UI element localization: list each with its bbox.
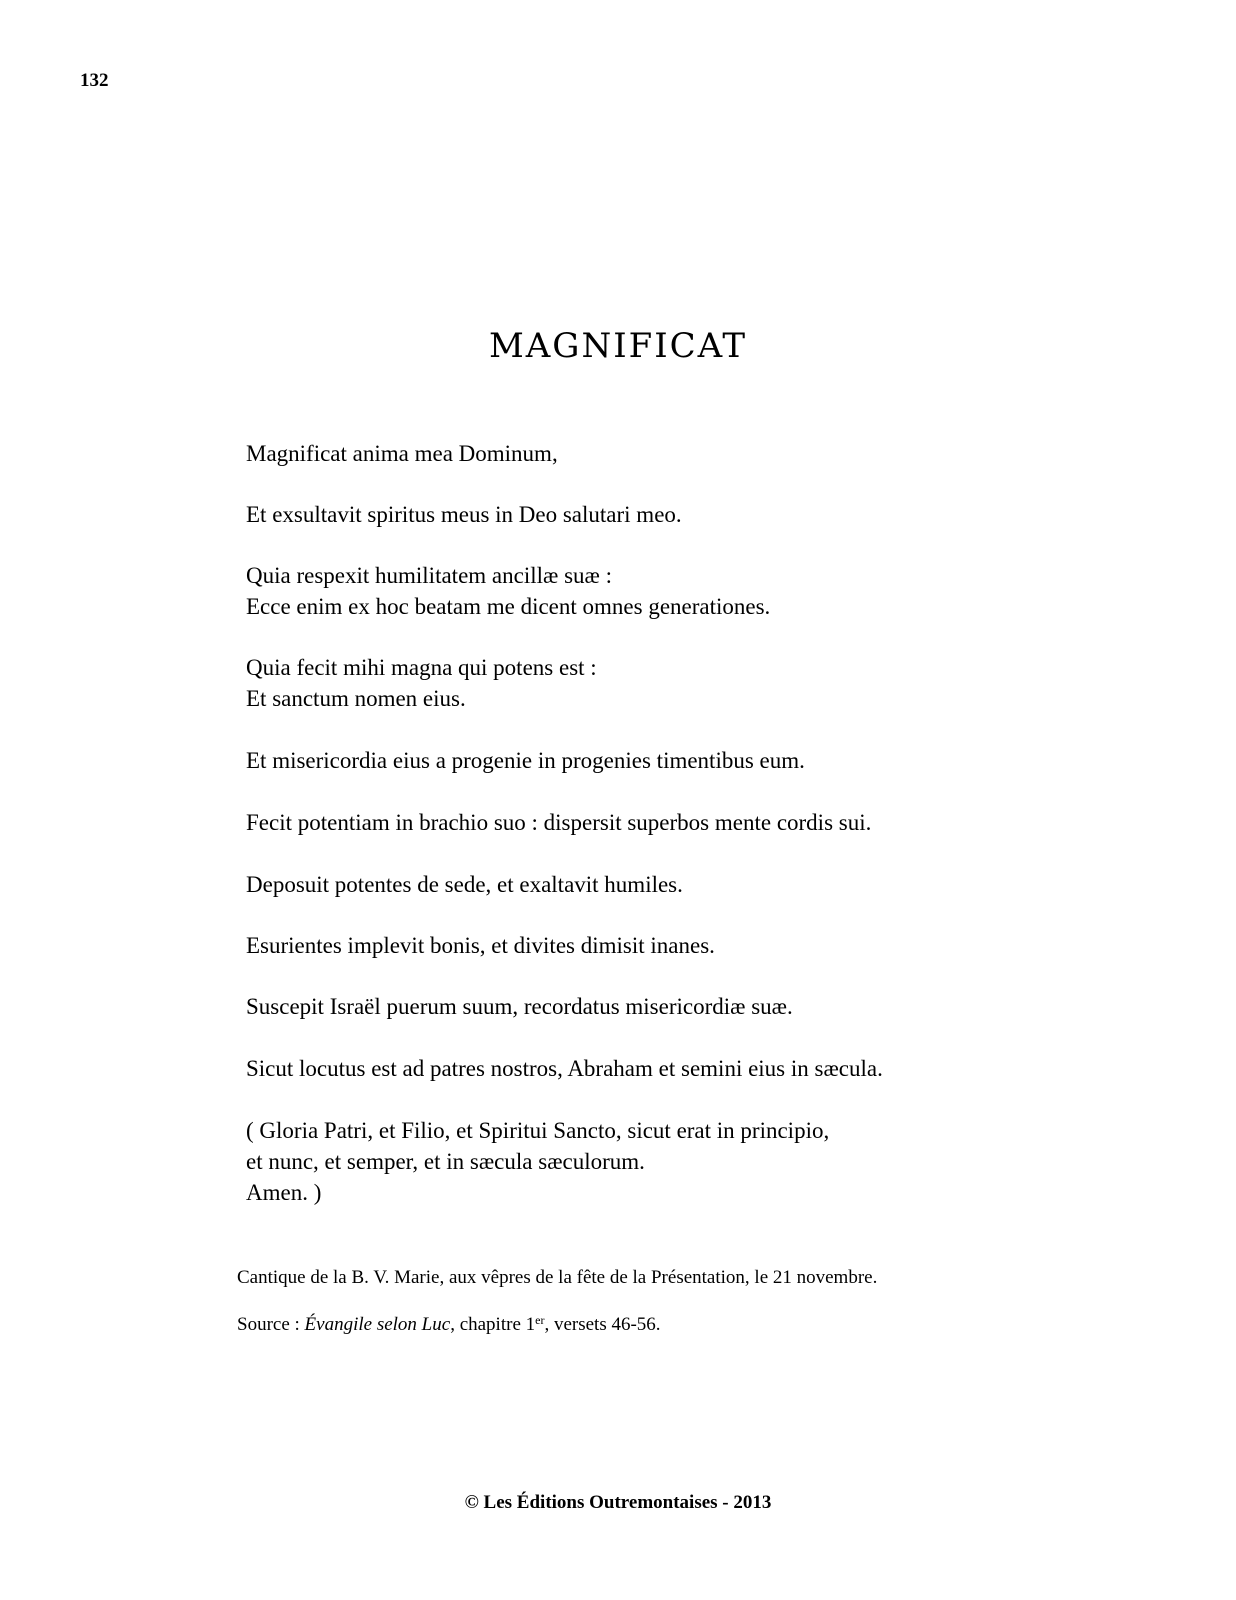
source-label: Source : bbox=[237, 1314, 305, 1335]
verse-line: Et sanctum nomen eius. bbox=[246, 686, 466, 711]
verse bbox=[246, 438, 558, 469]
verse-line: Sicut locutus est ad patres nostros, Abraham et semini eius in sæcula. bbox=[246, 1056, 883, 1081]
source-sup: er bbox=[535, 1313, 545, 1327]
verse bbox=[246, 1053, 883, 1084]
verse bbox=[246, 1115, 829, 1208]
verse bbox=[246, 869, 683, 900]
verse bbox=[246, 499, 682, 530]
verse-line: Fecit potentiam in brachio suo : dispersit superbos mente cordis sui. bbox=[246, 810, 872, 835]
verse bbox=[246, 991, 793, 1022]
verse bbox=[246, 807, 871, 838]
verse bbox=[246, 560, 770, 622]
verse-line: ( Gloria Patri, et Filio, et Spiritui Sancto, sicut erat in principio, bbox=[246, 1118, 830, 1143]
verse-line: et nunc, et semper, et in sæcula sæculorum. bbox=[246, 1149, 645, 1174]
source-verses: , versets 46-56. bbox=[544, 1314, 661, 1335]
verse-line: Suscepit Israël puerum suum, recordatus misericordiæ suæ. bbox=[246, 994, 793, 1019]
verse-line: Et misericordia eius a progenie in progenies timentibus eum. bbox=[246, 748, 805, 773]
source-chapter: , chapitre 1 bbox=[450, 1314, 536, 1335]
page-title: MAGNIFICAT bbox=[488, 326, 748, 366]
source-title: Évangile selon Luc bbox=[304, 1314, 451, 1335]
note-source bbox=[237, 1313, 661, 1336]
verse bbox=[246, 652, 597, 714]
verse-line: Quia fecit mihi magna qui potens est : bbox=[246, 655, 597, 680]
copyright-footer: © Les Éditions Outremontaises - 2013 bbox=[464, 1492, 772, 1513]
verse-line: Et exsultavit spiritus meus in Deo salutari meo. bbox=[246, 502, 682, 527]
verse bbox=[246, 930, 715, 961]
verse-line: Esurientes implevit bonis, et divites dimisit inanes. bbox=[246, 933, 715, 958]
verse-line: Magnificat anima mea Dominum, bbox=[246, 441, 558, 466]
verse-line: Quia respexit humilitatem ancillæ suæ : bbox=[246, 563, 613, 588]
note-occasion: Cantique de la B. V. Marie, aux vêpres de la fête de la Présentation, le 21 novembre. bbox=[237, 1267, 878, 1288]
verse-line: Ecce enim ex hoc beatam me dicent omnes generationes. bbox=[246, 594, 771, 619]
page-number: 132 bbox=[80, 70, 109, 91]
verse-line: Amen. ) bbox=[246, 1180, 322, 1205]
verse bbox=[246, 745, 805, 776]
verse-line: Deposuit potentes de sede, et exaltavit humiles. bbox=[246, 872, 683, 897]
